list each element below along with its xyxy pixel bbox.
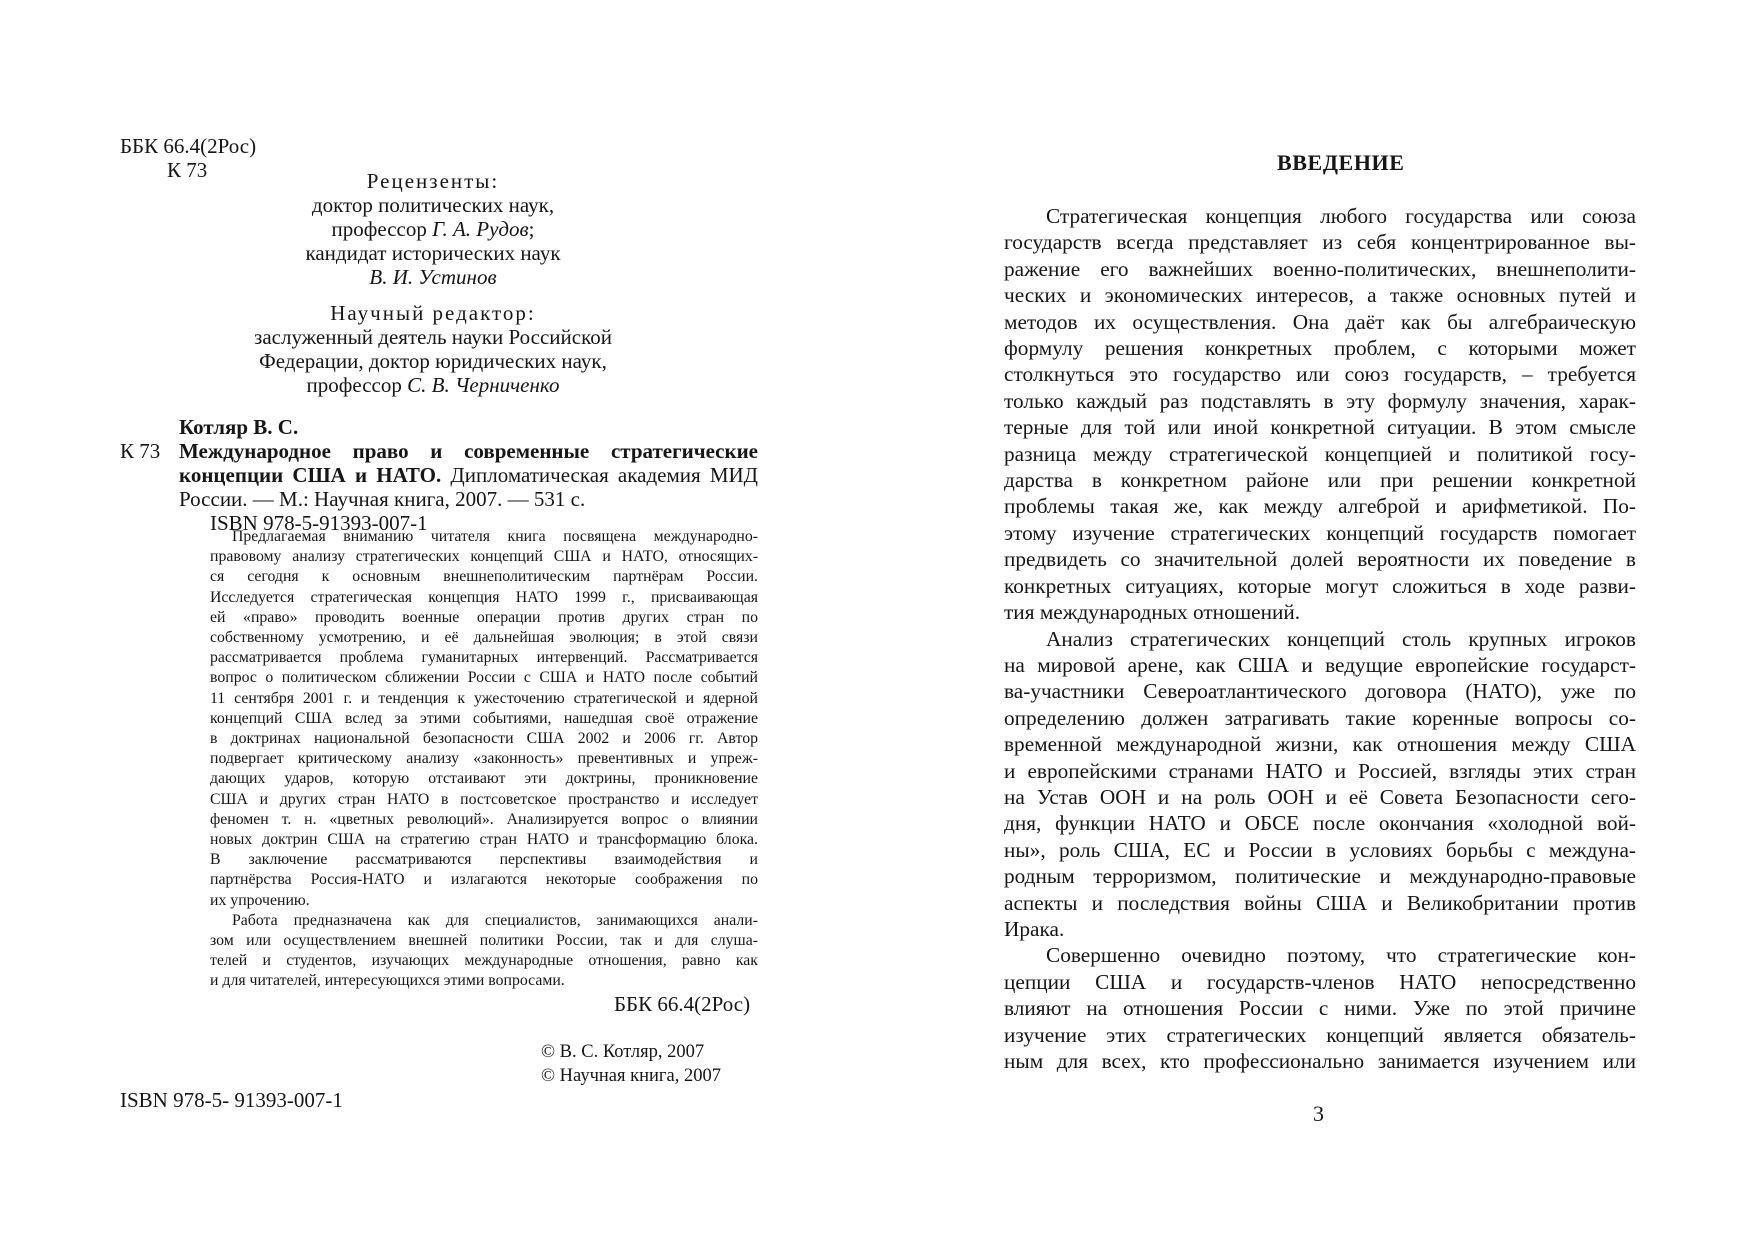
intro-line: тия международных отношений. (1004, 600, 1301, 625)
reviewers-title: Рецензенты: (366, 169, 500, 193)
intro-line: терные для той или иной конкретной ситуации. В этом смысле (1004, 415, 1636, 440)
intro-line: аспекты и последствия войны США и Великобритании против (1004, 890, 1636, 915)
intro-line: ным для всех, кто профессионально занимается изучением или (1004, 1049, 1636, 1073)
intro-line: разница между стратегической концепцией и политикой госу- (1004, 441, 1636, 466)
annotation-line: в доктринах национальной безопасности США 2002 и 2006 гг. Автор (210, 730, 758, 748)
reviewer-2-degree: кандидат исторических наук (305, 241, 561, 265)
intro-line: определению должен затрагивать такие коренные вопросы со- (1004, 705, 1636, 730)
reviewer-2-name: В. И. Устинов (369, 265, 497, 289)
editor-name: С. В. Черниченко (407, 373, 560, 397)
annotation (210, 527, 758, 992)
intro-line: дарства в конкретном районе или при решении конкретной (1004, 468, 1636, 493)
reviewer-1-name: Г. А. Рудов (432, 217, 529, 241)
catalog-title-line-1: Международное право и современные стратегические (179, 439, 758, 463)
intro-line: ны», роль США, ЕС и России в условиях борьбы с междуна- (1004, 837, 1636, 862)
copyright-author: © В. С. Котляр, 2007 (541, 1042, 705, 1062)
annotation-line: Работа предназначена как для специалистов, занимающихся анали- (232, 911, 758, 929)
annotation-line: дающих ударов, которую отстаивают эти доктрины, проникновение (210, 770, 758, 788)
intro-line: цепции США и государств-членов НАТО непосредственно (1004, 969, 1636, 994)
annotation-line: концепций США вслед за этими событиями, нашедшая своё отражение (210, 709, 758, 727)
annotation-line: вопрос о политическом сближении России с США и НАТО после событий (210, 669, 758, 687)
intro-line: временной международной жизни, как отношения между США (1004, 732, 1636, 757)
intro-line: ва-участники Североатлантического договора (НАТО), уже по (1004, 679, 1636, 704)
catalog-entry (179, 439, 758, 535)
annotation-line: правовому анализу стратегических концепций США и НАТО, относящих- (210, 548, 758, 566)
annotation-line: подвергает критическому анализу «законность» превентивных и упреж- (210, 750, 758, 768)
reviewer-1-degree: доктор политических наук, (311, 193, 555, 217)
intro-line: дня, функции НАТО и ОБСЕ после окончания «холодной вой- (1004, 811, 1636, 836)
intro-line: на Устав ООН и на роль ООН и её Совета Безопасности сего- (1004, 784, 1636, 809)
annotation-line: Исследуется стратегическая концепция НАТО 1999 г., присваивающая (210, 588, 758, 606)
editor-line-1: заслуженный деятель науки Российской (254, 325, 612, 349)
intro-line: влияют на отношения России с ними. Уже по этой причине (1004, 996, 1636, 1021)
catalog-author-mark: К 73 (120, 439, 161, 463)
intro-line: Ирака. (1004, 916, 1065, 941)
isbn-bottom: ISBN 978-5- 91393-007-1 (120, 1088, 343, 1112)
intro-line: этому изучение стратегических концепций государств помогает (1004, 520, 1636, 545)
chapter-heading: ВВЕДЕНИЕ (1277, 150, 1405, 175)
editor-line-2: Федерации, доктор юридических наук, (259, 349, 607, 373)
intro-line: ческих и экономических интересов, а также основных путей и (1004, 283, 1636, 308)
catalog-author: Котляр В. С. (179, 415, 299, 439)
intro-line: и европейскими странами НАТО и Россией, взгляды этих стран (1004, 758, 1636, 783)
catalog-isbn: ISBN 978-5-91393-007-1 (210, 511, 428, 535)
annotation-line: 11 сентября 2001 г. и тенденция к ужесточению стратегической и ядерной (210, 689, 758, 707)
annotation-line: партнёрства Россия-НАТО и излагаются некоторые соображения по (210, 871, 758, 889)
intro-line: государств всегда представляет из себя концентрированное вы- (1004, 230, 1636, 255)
intro-line: методов их осуществления. Она даёт как бы алгебраическую (1004, 309, 1636, 334)
annotation-line: Предлагаемая вниманию читателя книга посвящена международно- (232, 528, 758, 545)
intro-line: формулу решения конкретных проблем, с которыми может (1004, 336, 1636, 361)
bbk-code-bottom: ББК 66.4(2Рос) (614, 992, 751, 1016)
annotation-line: новых доктрин США на стратегию стран НАТО и трансформацию блока. (210, 831, 758, 849)
intro-line: только каждый раз подставлять в эту формулу значения, харак- (1004, 388, 1636, 413)
editor-title: Научный редактор: (330, 301, 536, 325)
annotation-line: зом или осуществлением внешней политики России, так и для слуша- (210, 932, 758, 950)
intro-line: на мировой арене, как США и ведущие европейские государст- (1004, 652, 1636, 677)
annotation-line: собственному усмотрению, и её дальнейшая эволюция; в этой связи (210, 629, 758, 647)
reviewers-block (250, 169, 616, 289)
editor-block (225, 301, 641, 397)
catalog-title-line-2: концепции США и НАТО. Дипломатическая академия МИД (179, 463, 758, 487)
intro-line: предвидеть со значительной долей вероятности их поведение в (1004, 547, 1636, 572)
intro-line: ражение его важнейших военно-политических, внешнеполити- (1004, 256, 1636, 281)
annotation-line: США и других стран НАТО в постсоветское пространство и исследует (210, 790, 758, 808)
intro-line: Совершенно очевидно поэтому, что стратегические кон- (1046, 943, 1636, 968)
annotation-line: В заключение рассматриваются перспективы взаимодействия и (210, 851, 758, 869)
editor-name-line: профессор С. В. Черниченко (306, 373, 560, 397)
annotation-line: феномен т. н. «цветных революций». Анализируется вопрос о влиянии (210, 810, 758, 828)
annotation-line: ся сегодня к основным внешнеполитическим партнёрам России. (210, 568, 758, 586)
annotation-line: и для читателей, интересующихся этими вопросами. (210, 972, 565, 990)
bbk-code-top: ББК 66.4(2Рос) (120, 134, 257, 158)
intro-line: Анализ стратегических концепций столь крупных игроков (1046, 626, 1636, 651)
intro-line: проблемы такая же, как между алгеброй и арифметикой. По- (1004, 494, 1636, 519)
author-mark-top: К 73 (167, 158, 208, 182)
reviewer-1-name-line: профессор Г. А. Рудов; (331, 217, 535, 241)
annotation-line: их упрочению. (210, 891, 310, 909)
intro-line: родным терроризмом, политические и международно-правовые (1004, 864, 1636, 889)
annotation-line: ей «право» проводить военные операции против других стран по (210, 608, 758, 626)
intro-line: изучение этих стратегических концепций является обязатель- (1004, 1022, 1636, 1047)
annotation-line: телей и студентов, изучающих международные отношения, равно как (210, 952, 758, 970)
intro-line: конкретных ситуациях, которые могут сложиться в ходе разви- (1004, 573, 1636, 598)
intro-line: Стратегическая концепция любого государства или союза (1046, 204, 1636, 228)
intro-line: столкнуться это государство или союз государств, – требуется (1004, 362, 1636, 387)
page-number: 3 (1313, 1101, 1324, 1126)
catalog-imprint: России. — М.: Научная книга, 2007. — 531 с. (179, 487, 586, 511)
introduction-text (1004, 203, 1636, 1074)
annotation-line: рассматривается проблема гуманитарных интервенций. Рассматривается (210, 649, 758, 667)
copyright-publisher: © Научная книга, 2007 (541, 1066, 721, 1086)
